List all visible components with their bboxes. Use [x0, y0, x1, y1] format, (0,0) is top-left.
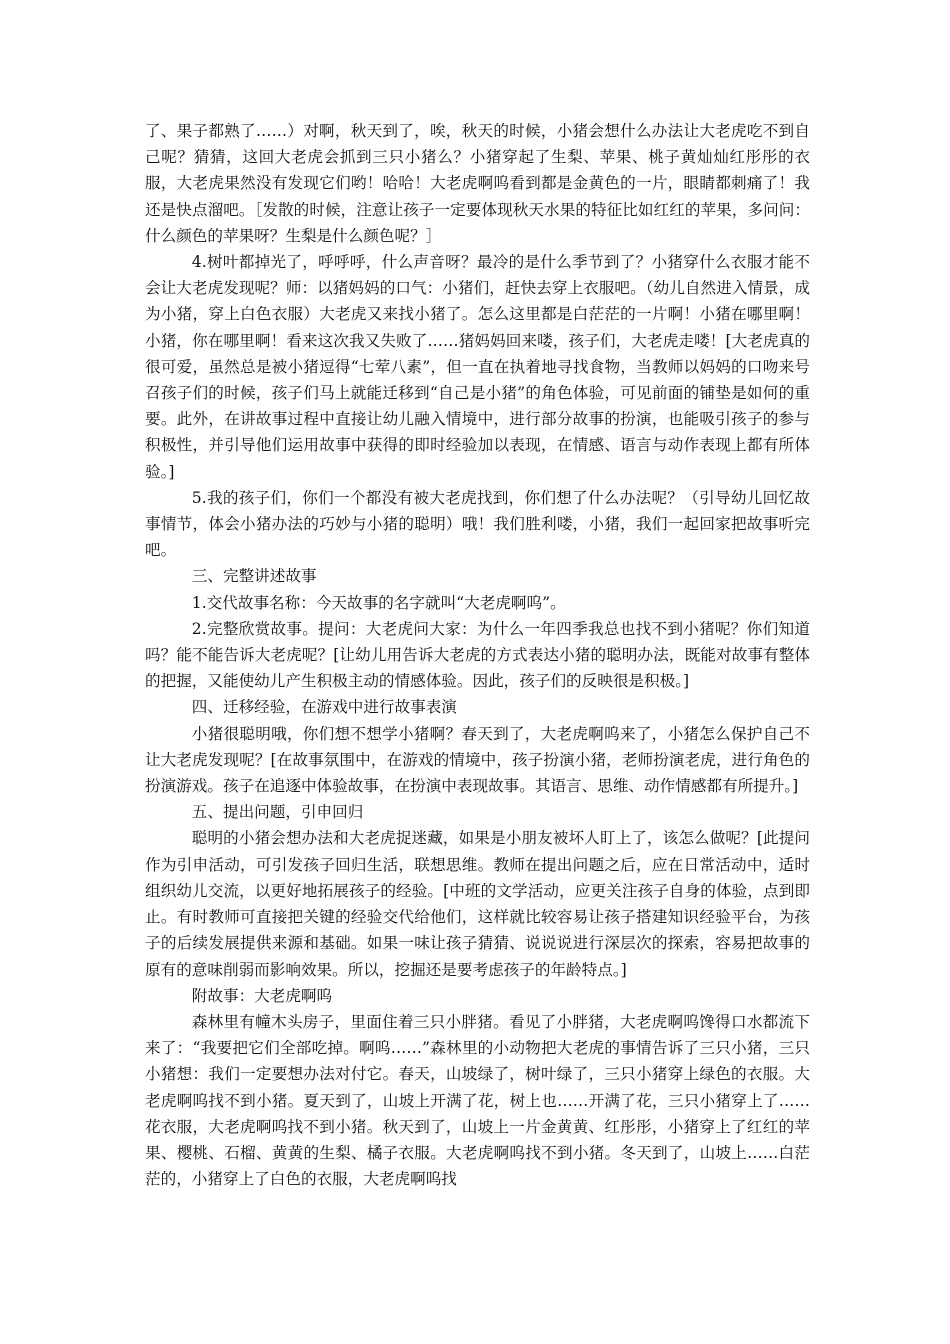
paragraph: 了、果子都熟了……）对啊，秋天到了，唉，秋天的时候，小猪会想什么办法让大老虎吃不到自己呢？猜猜，这回大老虎会抓到三只小猪么？小猪穿起了生梨、苹果、桃子黄灿灿红彤彤的衣服，大老虎果然没有发现它们哟！哈哈！大老虎啊呜看到都是金黄色的一片，眼睛都刺痛了！我还是快点溜吧。［发散的时候，注意让孩子一定要体现秋天水果的特征比如红红的苹果，多问问：什么颜色的苹果呀？生梨是什么颜色呢？］: [145, 122, 810, 245]
document-page: [145, 118, 810, 1192]
story-heading: 附故事：大老虎啊呜: [191, 986, 333, 1005]
section-heading: 四、迁移经验，在游戏中进行故事表演: [191, 698, 457, 717]
paragraph: 聪明的小猪会想办法和大老虎捉迷藏，如果是小朋友被坏人盯上了，该怎么做呢？[此提问作为引申活动，可引发孩子回归生活，联想思维。教师在提出问题之后，应在日常活动中，适时组织幼儿交流，以更好地拓展孩子的经验。[中班的文学活动，应更关注孩子自身的体验，点到即止。有时教师可直接把关键的经验交代给他们，这样就比较容易让孩子搭建知识经验平台，为孩子的后续发展提供来源和基础。如果一味让孩子猜猜、说说说进行深层次的探索，容易把故事的原有的意味削弱而影响效果。所以，挖掘还是要考虑孩子的年龄特点。]: [145, 829, 810, 979]
paragraph: 5.我的孩子们，你们一个都没有被大老虎找到，你们想了什么办法呢？（引导幼儿回忆故事情节，体会小猪办法的巧妙与小猪的聪明）哦！我们胜利喽，小猪，我们一起回家把故事听完吧。: [145, 488, 810, 560]
paragraph: 1.交代故事名称：今天故事的名字就叫“大老虎啊呜”。: [191, 593, 566, 612]
paragraph: 森林里有幢木头房子，里面住着三只小胖猪。看见了小胖猪，大老虎啊呜馋得口水都流下来了：“我要把它们全部吃掉。啊呜……”森林里的小动物把大老虎的事情告诉了三只小猪，三只小猪想：我们一定要想办法对付它。春天，山坡绿了，树叶绿了，三只小猪穿上绿色的衣服。大老虎啊呜找不到小猪。夏天到了，山坡上开满了花，树上也……开满了花，三只小猪穿上了…… 花衣服，大老虎啊呜找不到小猪。秋天到了，山坡上一片金黄黄、红彤彤，小猪穿上了红红的苹果、樱桃、石榴、黄黄的生梨、橘子衣服。大老虎啊呜找不到小猪。冬天到了，山坡上……白茫茫的，小猪穿上了白色的衣服，大老虎啊呜找: [145, 1012, 810, 1189]
section-heading: 三、完整讲述故事: [191, 567, 317, 586]
paragraph: 小猪很聪明哦，你们想不想学小猪啊？春天到了，大老虎啊呜来了，小猪怎么保护自己不让大老虎发现呢？[在故事氛围中，在游戏的情境中，孩子扮演小猪，老师扮演老虎，进行角色的扮演游戏。孩子在追逐中体验故事，在扮演中表现故事。其语言、思维、动作情感都有所提升。]: [145, 724, 810, 796]
paragraph: 4.树叶都掉光了，呼呼呼，什么声音呀？最冷的是什么季节到了？小猪穿什么衣服才能不会让大老虎发现呢？师：以猪妈妈的口气：小猪们，赶快去穿上衣服吧。（幼儿自然进入情景，成为小猪，穿上白色衣服）大老虎又来找小猪了。怎么这里都是白茫茫的一片啊！小猪在哪里啊！小猪，你在哪里啊！看来这次我又失败了……猪妈妈回来喽，孩子们，大老虎走喽！[大老虎真的很可爱，虽然总是被小猪逗得“七荤八素”，但一直在执着地寻找食物，当教师以妈妈的口吻来号召孩子们的时候，孩子们马上就能迁移到“自己是小猪”的角色体验，可见前面的铺垫是如何的重要。此外，在讲故事过程中直接让幼儿融入情境中，进行部分故事的扮演，也能吸引孩子的参与积极性，并引导他们运用故事中获得的即时经验加以表现，在情感、语言与动作表现上都有所体验。]: [145, 253, 810, 481]
paragraph: 2.完整欣赏故事。提问：大老虎问大家：为什么一年四季我总也找不到小猪呢？你们知道吗？能不能告诉大老虎呢？[让幼儿用告诉大老虎的方式表达小猪的聪明办法，既能对故事有整体的把握，又能使幼儿产生积极主动的情感体验。因此，孩子们的反映很是积极。]: [145, 619, 810, 691]
section-heading: 五、提出问题，引申回归: [191, 803, 364, 822]
